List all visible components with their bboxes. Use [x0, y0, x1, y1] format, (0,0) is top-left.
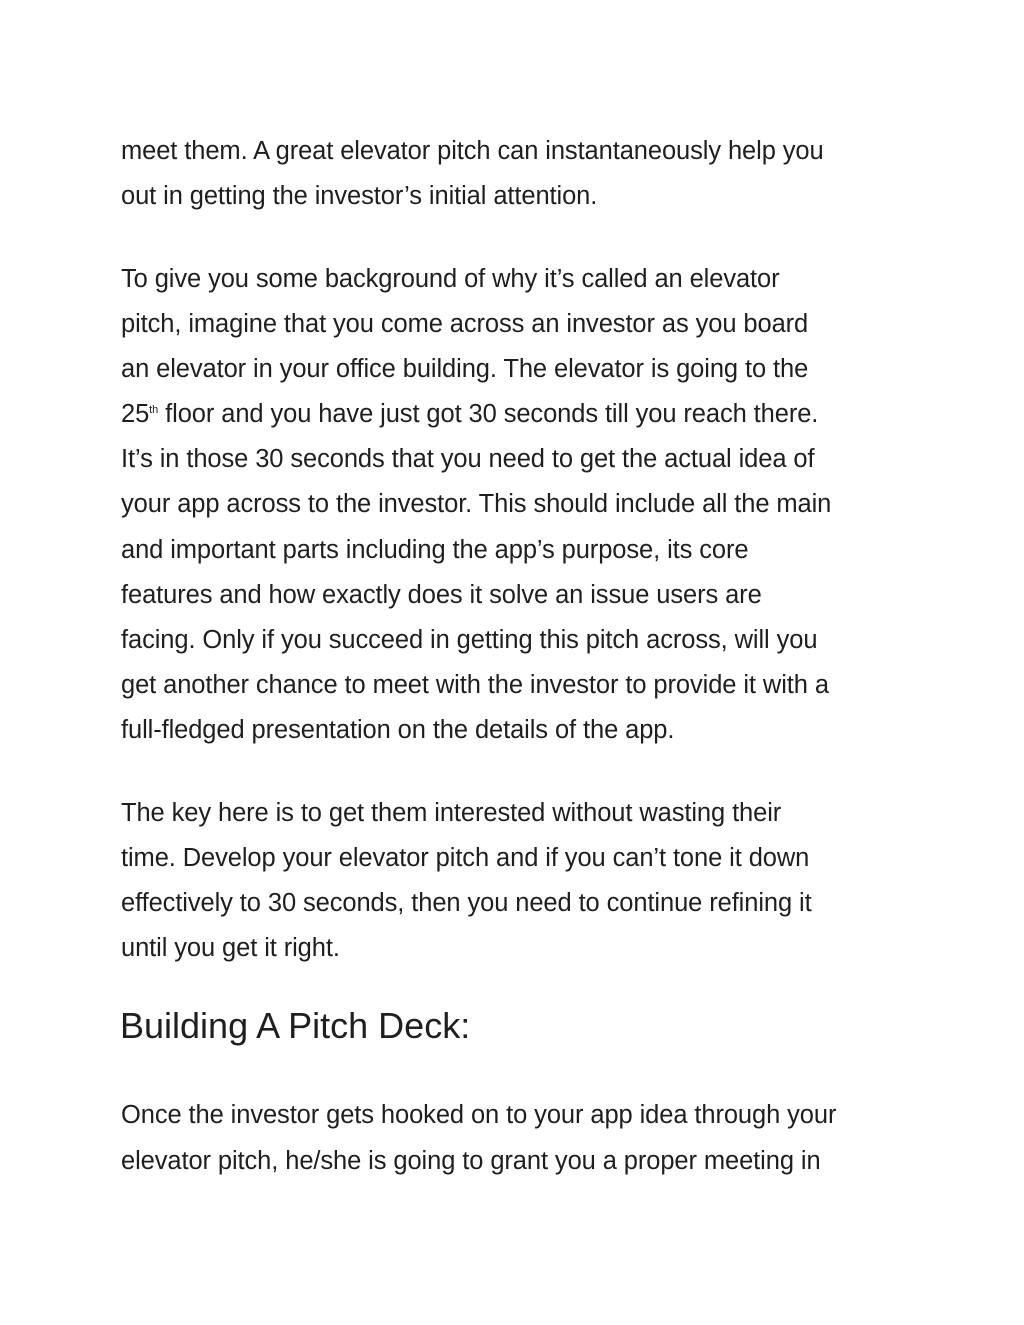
- paragraph-line: time. Develop your elevator pitch and if you can’t tone it down: [121, 844, 810, 872]
- paragraph-line: out in getting the investor’s initial attention.: [121, 182, 598, 210]
- paragraph-line: full-fledged presentation on the details of the app.: [121, 716, 675, 744]
- paragraph-line: To give you some background of why it’s called an elevator: [121, 265, 780, 293]
- paragraph-line: meet them. A great elevator pitch can instantaneously help you: [121, 137, 824, 165]
- ordinal-suffix: th: [149, 404, 159, 416]
- paragraph-line: pitch, imagine that you come across an investor as you board: [121, 310, 809, 338]
- paragraph-line: features and how exactly does it solve an issue users are: [121, 581, 762, 609]
- paragraph-line: an elevator in your office building. The elevator is going to the: [121, 355, 809, 383]
- paragraph-line: facing. Only if you succeed in getting this pitch across, will you: [121, 626, 818, 654]
- floor-number: 25: [121, 400, 150, 428]
- paragraph-line: Once the investor gets hooked on to your app idea through your: [121, 1101, 837, 1129]
- paragraph-line: elevator pitch, he/she is going to grant you a proper meeting in: [121, 1147, 821, 1175]
- paragraph-line: The key here is to get them interested without wasting their: [121, 799, 782, 827]
- line-rest: floor and you have just got 30 seconds till you reach there.: [158, 400, 819, 428]
- paragraph-line-with-ordinal: [121, 399, 818, 429]
- paragraph-line: your app across to the investor. This should include all the main: [121, 490, 832, 518]
- paragraph-line: It’s in those 30 seconds that you need to get the actual idea of: [121, 445, 815, 473]
- paragraph-line: until you get it right.: [121, 934, 340, 962]
- paragraph-line: and important parts including the app’s purpose, its core: [121, 536, 749, 564]
- paragraph-line: get another chance to meet with the investor to provide it with a: [121, 671, 829, 699]
- section-heading: Building A Pitch Deck:: [120, 1005, 471, 1046]
- paragraph-line: effectively to 30 seconds, then you need to continue refining it: [121, 889, 812, 917]
